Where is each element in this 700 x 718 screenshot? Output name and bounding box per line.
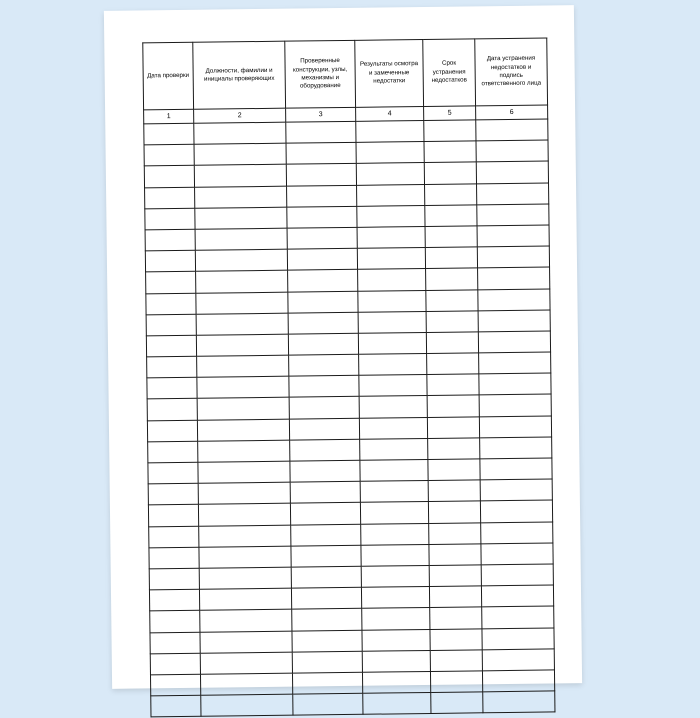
table-cell[interactable]	[358, 311, 426, 333]
table-cell[interactable]	[476, 140, 548, 162]
table-cell[interactable]	[429, 544, 481, 566]
table-cell[interactable]	[148, 441, 198, 463]
table-cell[interactable]	[196, 334, 288, 356]
table-cell[interactable]	[290, 503, 360, 525]
table-cell[interactable]	[479, 416, 551, 438]
table-cell[interactable]	[478, 267, 550, 289]
table-cell[interactable]	[146, 272, 196, 294]
table-cell[interactable]	[195, 249, 287, 271]
table-cell[interactable]	[428, 480, 480, 502]
table-cell[interactable]	[430, 607, 482, 629]
table-cell[interactable]	[430, 671, 482, 693]
table-cell[interactable]	[147, 420, 197, 442]
table-cell[interactable]	[477, 183, 549, 205]
table-cell[interactable]	[479, 352, 551, 374]
table-cell[interactable]	[478, 310, 550, 332]
table-cell[interactable]	[359, 396, 427, 418]
table-cell[interactable]	[150, 653, 200, 675]
table-cell[interactable]	[150, 674, 200, 696]
table-cell[interactable]	[145, 250, 195, 272]
table-cell[interactable]	[358, 332, 426, 354]
table-cell[interactable]	[194, 165, 286, 187]
table-cell[interactable]	[288, 270, 358, 292]
table-cell[interactable]	[197, 376, 289, 398]
table-cell[interactable]	[426, 289, 478, 311]
table-cell[interactable]	[144, 144, 194, 166]
column-number-3: 3	[286, 107, 356, 122]
table-cell[interactable]	[288, 312, 358, 334]
table-cell[interactable]	[289, 376, 359, 398]
table-cell[interactable]	[481, 543, 553, 565]
table-cell[interactable]	[149, 547, 199, 569]
table-cell[interactable]	[145, 229, 195, 251]
table-cell[interactable]	[195, 228, 287, 250]
table-cell[interactable]	[358, 269, 426, 291]
table-cell[interactable]	[427, 395, 479, 417]
table-cell[interactable]	[147, 399, 197, 421]
table-cell[interactable]	[477, 204, 549, 226]
table-cell[interactable]	[194, 143, 286, 165]
table-cell[interactable]	[359, 375, 427, 397]
table-cell[interactable]	[289, 397, 359, 419]
table-cell[interactable]	[196, 270, 288, 292]
table-cell[interactable]	[146, 314, 196, 336]
table-cell[interactable]	[198, 440, 290, 462]
table-cell[interactable]	[197, 398, 289, 420]
table-cell[interactable]	[358, 290, 426, 312]
table-cell[interactable]	[288, 291, 358, 313]
table-cell[interactable]	[286, 121, 356, 143]
table-cell[interactable]	[479, 394, 551, 416]
table-cell[interactable]	[149, 526, 199, 548]
table-cell[interactable]	[425, 183, 477, 205]
paper-sheet	[104, 5, 582, 689]
table-cell[interactable]	[151, 695, 201, 717]
table-cell[interactable]	[199, 525, 291, 547]
table-cell[interactable]	[424, 120, 476, 142]
table-cell[interactable]	[427, 374, 479, 396]
table-cell[interactable]	[286, 164, 356, 186]
table-cell[interactable]	[148, 462, 198, 484]
table-body	[144, 119, 555, 717]
table-cell[interactable]	[361, 587, 429, 609]
table-cell[interactable]	[424, 162, 476, 184]
table-cell[interactable]	[480, 479, 552, 501]
table-cell[interactable]	[426, 311, 478, 333]
table-cell[interactable]	[289, 354, 359, 376]
table-cell[interactable]	[149, 589, 199, 611]
table-cell[interactable]	[292, 630, 362, 652]
table-cell[interactable]	[476, 161, 548, 183]
table-cell[interactable]	[291, 566, 361, 588]
table-cell[interactable]	[196, 313, 288, 335]
table-cell[interactable]	[362, 629, 430, 651]
table-cell[interactable]	[482, 627, 554, 649]
table-cell[interactable]	[357, 226, 425, 248]
table-cell[interactable]	[362, 671, 430, 693]
table-cell[interactable]	[429, 586, 481, 608]
table-cell[interactable]	[426, 332, 478, 354]
table-cell[interactable]	[478, 331, 550, 353]
table-cell[interactable]	[482, 649, 554, 671]
table-cell[interactable]	[198, 482, 290, 504]
table-cell[interactable]	[480, 500, 552, 522]
table-cell[interactable]	[360, 459, 428, 481]
table-cell[interactable]	[425, 247, 477, 269]
column-number-5: 5	[424, 106, 476, 121]
header-row	[143, 38, 548, 110]
table-cell[interactable]	[292, 651, 362, 673]
table-cell[interactable]	[286, 143, 356, 165]
table-cell[interactable]	[199, 588, 291, 610]
table-cell[interactable]	[146, 293, 196, 315]
table-cell[interactable]	[362, 608, 430, 630]
table-cell[interactable]	[424, 141, 476, 163]
table-cell[interactable]	[147, 356, 197, 378]
table-cell[interactable]	[430, 628, 482, 650]
table-cell[interactable]	[428, 459, 480, 481]
table-cell[interactable]	[195, 186, 287, 208]
table-cell[interactable]	[481, 522, 553, 544]
table-cell[interactable]	[196, 292, 288, 314]
table-cell[interactable]	[429, 522, 481, 544]
table-cell[interactable]	[148, 483, 198, 505]
table-cell[interactable]	[359, 354, 427, 376]
table-cell[interactable]	[428, 438, 480, 460]
table-cell[interactable]	[290, 439, 360, 461]
table-cell[interactable]	[363, 693, 431, 715]
table-cell[interactable]	[149, 568, 199, 590]
table-cell[interactable]	[287, 185, 357, 207]
table-cell[interactable]	[200, 673, 292, 695]
table-cell[interactable]	[483, 691, 555, 713]
table-cell[interactable]	[144, 166, 194, 188]
column-number-1: 1	[144, 109, 194, 124]
table-cell[interactable]	[480, 458, 552, 480]
table-cell[interactable]	[476, 119, 548, 141]
table-cell[interactable]	[145, 208, 195, 230]
table-cell[interactable]	[197, 355, 289, 377]
table-cell[interactable]	[360, 502, 428, 524]
table-cell[interactable]	[478, 288, 550, 310]
column-number-2: 2	[194, 108, 286, 123]
table-cell[interactable]	[481, 585, 553, 607]
table-cell[interactable]	[200, 609, 292, 631]
header-cell-inspector-names: Должности, фамилии и инициалы проверяющих	[193, 41, 286, 109]
table-cell[interactable]	[427, 353, 479, 375]
table-cell[interactable]	[356, 120, 424, 142]
table-cell[interactable]	[150, 632, 200, 654]
table-cell[interactable]	[195, 207, 287, 229]
table-cell[interactable]	[287, 248, 357, 270]
table-cell[interactable]	[357, 205, 425, 227]
header-cell-inspection-results: Результаты осмотра и замеченные недостатки	[355, 40, 424, 108]
table-cell[interactable]	[431, 692, 483, 714]
header-cell-date-of-check: Дата проверки	[143, 42, 194, 110]
table-cell[interactable]	[290, 481, 360, 503]
table-cell[interactable]	[291, 524, 361, 546]
table-cell[interactable]	[199, 546, 291, 568]
table-cell[interactable]	[200, 652, 292, 674]
table-cell[interactable]	[425, 205, 477, 227]
table-cell[interactable]	[200, 631, 292, 653]
table-cell[interactable]	[361, 523, 429, 545]
table-cell[interactable]	[361, 565, 429, 587]
table-cell[interactable]	[477, 246, 549, 268]
table-cell[interactable]	[197, 419, 289, 441]
table-cell[interactable]	[150, 611, 200, 633]
table-cell[interactable]	[292, 609, 362, 631]
table-header	[143, 38, 548, 124]
table-cell[interactable]	[287, 206, 357, 228]
table-cell[interactable]	[356, 163, 424, 185]
table-cell[interactable]	[482, 670, 554, 692]
table-cell[interactable]	[290, 460, 360, 482]
table-cell[interactable]	[362, 650, 430, 672]
table-cell[interactable]	[201, 694, 293, 716]
header-cell-fix-date-signature: Дата устранения недостатков и подпись ответственного лица	[475, 38, 548, 106]
table-cell[interactable]	[429, 565, 481, 587]
table-cell[interactable]	[194, 122, 286, 144]
header-cell-fix-deadline: Срок устранения недостатков	[423, 39, 476, 107]
table-cell[interactable]	[425, 226, 477, 248]
table-cell[interactable]	[199, 567, 291, 589]
table-cell[interactable]	[198, 504, 290, 526]
table-cell[interactable]	[148, 505, 198, 527]
table-cell[interactable]	[289, 418, 359, 440]
table-cell[interactable]	[481, 564, 553, 586]
table-cell[interactable]	[477, 225, 549, 247]
journal-table	[142, 37, 555, 717]
table-cell[interactable]	[357, 184, 425, 206]
table-cell[interactable]	[287, 227, 357, 249]
table-cell[interactable]	[430, 650, 482, 672]
table-cell[interactable]	[359, 417, 427, 439]
column-number-6: 6	[476, 105, 548, 120]
column-number-4: 4	[356, 106, 424, 121]
table-cell[interactable]	[360, 438, 428, 460]
table-cell[interactable]	[292, 672, 362, 694]
table-cell[interactable]	[288, 333, 358, 355]
table-cell[interactable]	[145, 187, 195, 209]
table-cell[interactable]	[357, 248, 425, 270]
table-cell[interactable]	[198, 461, 290, 483]
table-cell[interactable]	[147, 378, 197, 400]
table-cell[interactable]	[291, 587, 361, 609]
table-cell[interactable]	[144, 123, 194, 145]
header-cell-checked-structures: Проверенные конструкции, узлы, механизмы и оборудование	[285, 40, 356, 108]
table-cell[interactable]	[480, 437, 552, 459]
journal-table-container	[142, 37, 554, 717]
table-cell[interactable]	[293, 693, 363, 715]
table-cell[interactable]	[360, 481, 428, 503]
table-cell[interactable]	[482, 606, 554, 628]
table-cell[interactable]	[291, 545, 361, 567]
table-cell[interactable]	[356, 142, 424, 164]
table-cell[interactable]	[428, 501, 480, 523]
table-cell[interactable]	[361, 544, 429, 566]
table-cell[interactable]	[479, 373, 551, 395]
table-cell[interactable]	[146, 335, 196, 357]
table-row[interactable]	[151, 691, 555, 717]
table-cell[interactable]	[427, 416, 479, 438]
table-cell[interactable]	[426, 268, 478, 290]
